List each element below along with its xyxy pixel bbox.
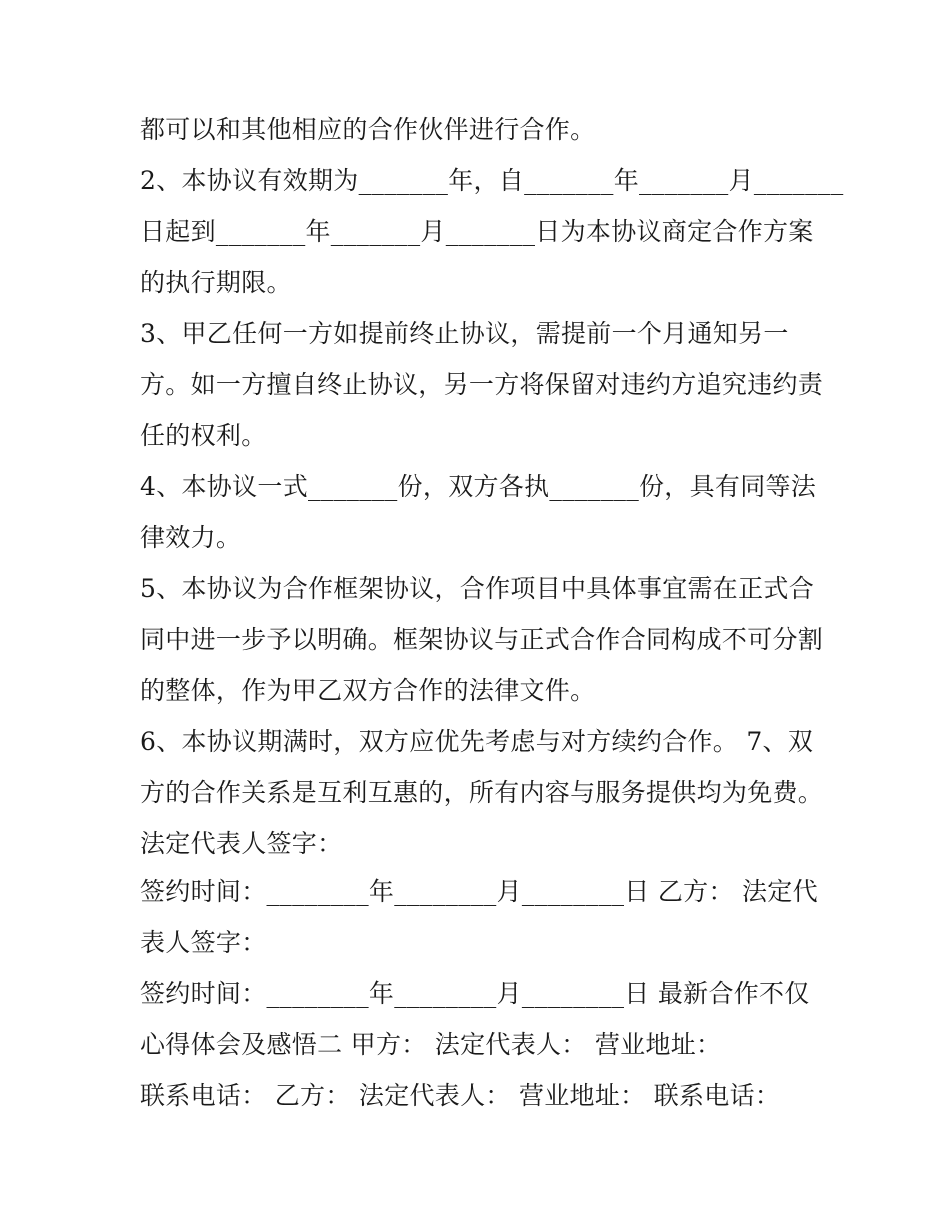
text-line: 3、甲乙任何一方如提前终止协议，需提前一个月通知另一 — [140, 319, 789, 348]
text-line: 5、本协议为合作框架协议，合作项目中具体事宜需在正式合 — [140, 574, 815, 603]
text-line: 法定代表人签字： — [140, 829, 343, 858]
text-line: 签约时间：________年________月________日 乙方： 法定代 — [140, 877, 818, 906]
text-line: 任的权利。 — [140, 421, 267, 450]
text-line: 方的合作关系是互利互惠的，所有内容与服务提供均为免费。 — [140, 778, 824, 807]
text-line: 签约时间：________年________月________日 最新合作不仅 — [140, 979, 810, 1008]
text-line: 日起到_______年_______月_______日为本协议商定合作方案 — [140, 217, 814, 246]
text-line: 心得体会及感悟二 甲方： 法定代表人： 营业地址： — [140, 1030, 722, 1059]
text-line: 的整体，作为甲乙双方合作的法律文件。 — [140, 676, 596, 705]
text-line: 6、本协议期满时，双方应优先考虑与对方续约合作。 7、双 — [140, 727, 814, 756]
text-line: 的执行期限。 — [140, 268, 292, 297]
text-line: 联系电话： 乙方： 法定代表人： 营业地址： 联系电话： — [140, 1081, 781, 1110]
text-line: 同中进一步予以明确。框架协议与正式合作合同构成不可分割 — [140, 625, 824, 654]
text-line: 4、本协议一式_______份，双方各执_______份，具有同等法 — [140, 472, 817, 501]
text-line: 2、本协议有效期为_______年，自_______年_______月_______ — [140, 166, 844, 195]
text-line: 表人签字： — [140, 928, 267, 957]
text-line: 律效力。 — [140, 523, 242, 552]
text-line: 方。如一方擅自终止协议，另一方将保留对违约方追究违约责 — [140, 370, 824, 399]
text-line: 都可以和其他相应的合作伙伴进行合作。 — [140, 115, 596, 144]
